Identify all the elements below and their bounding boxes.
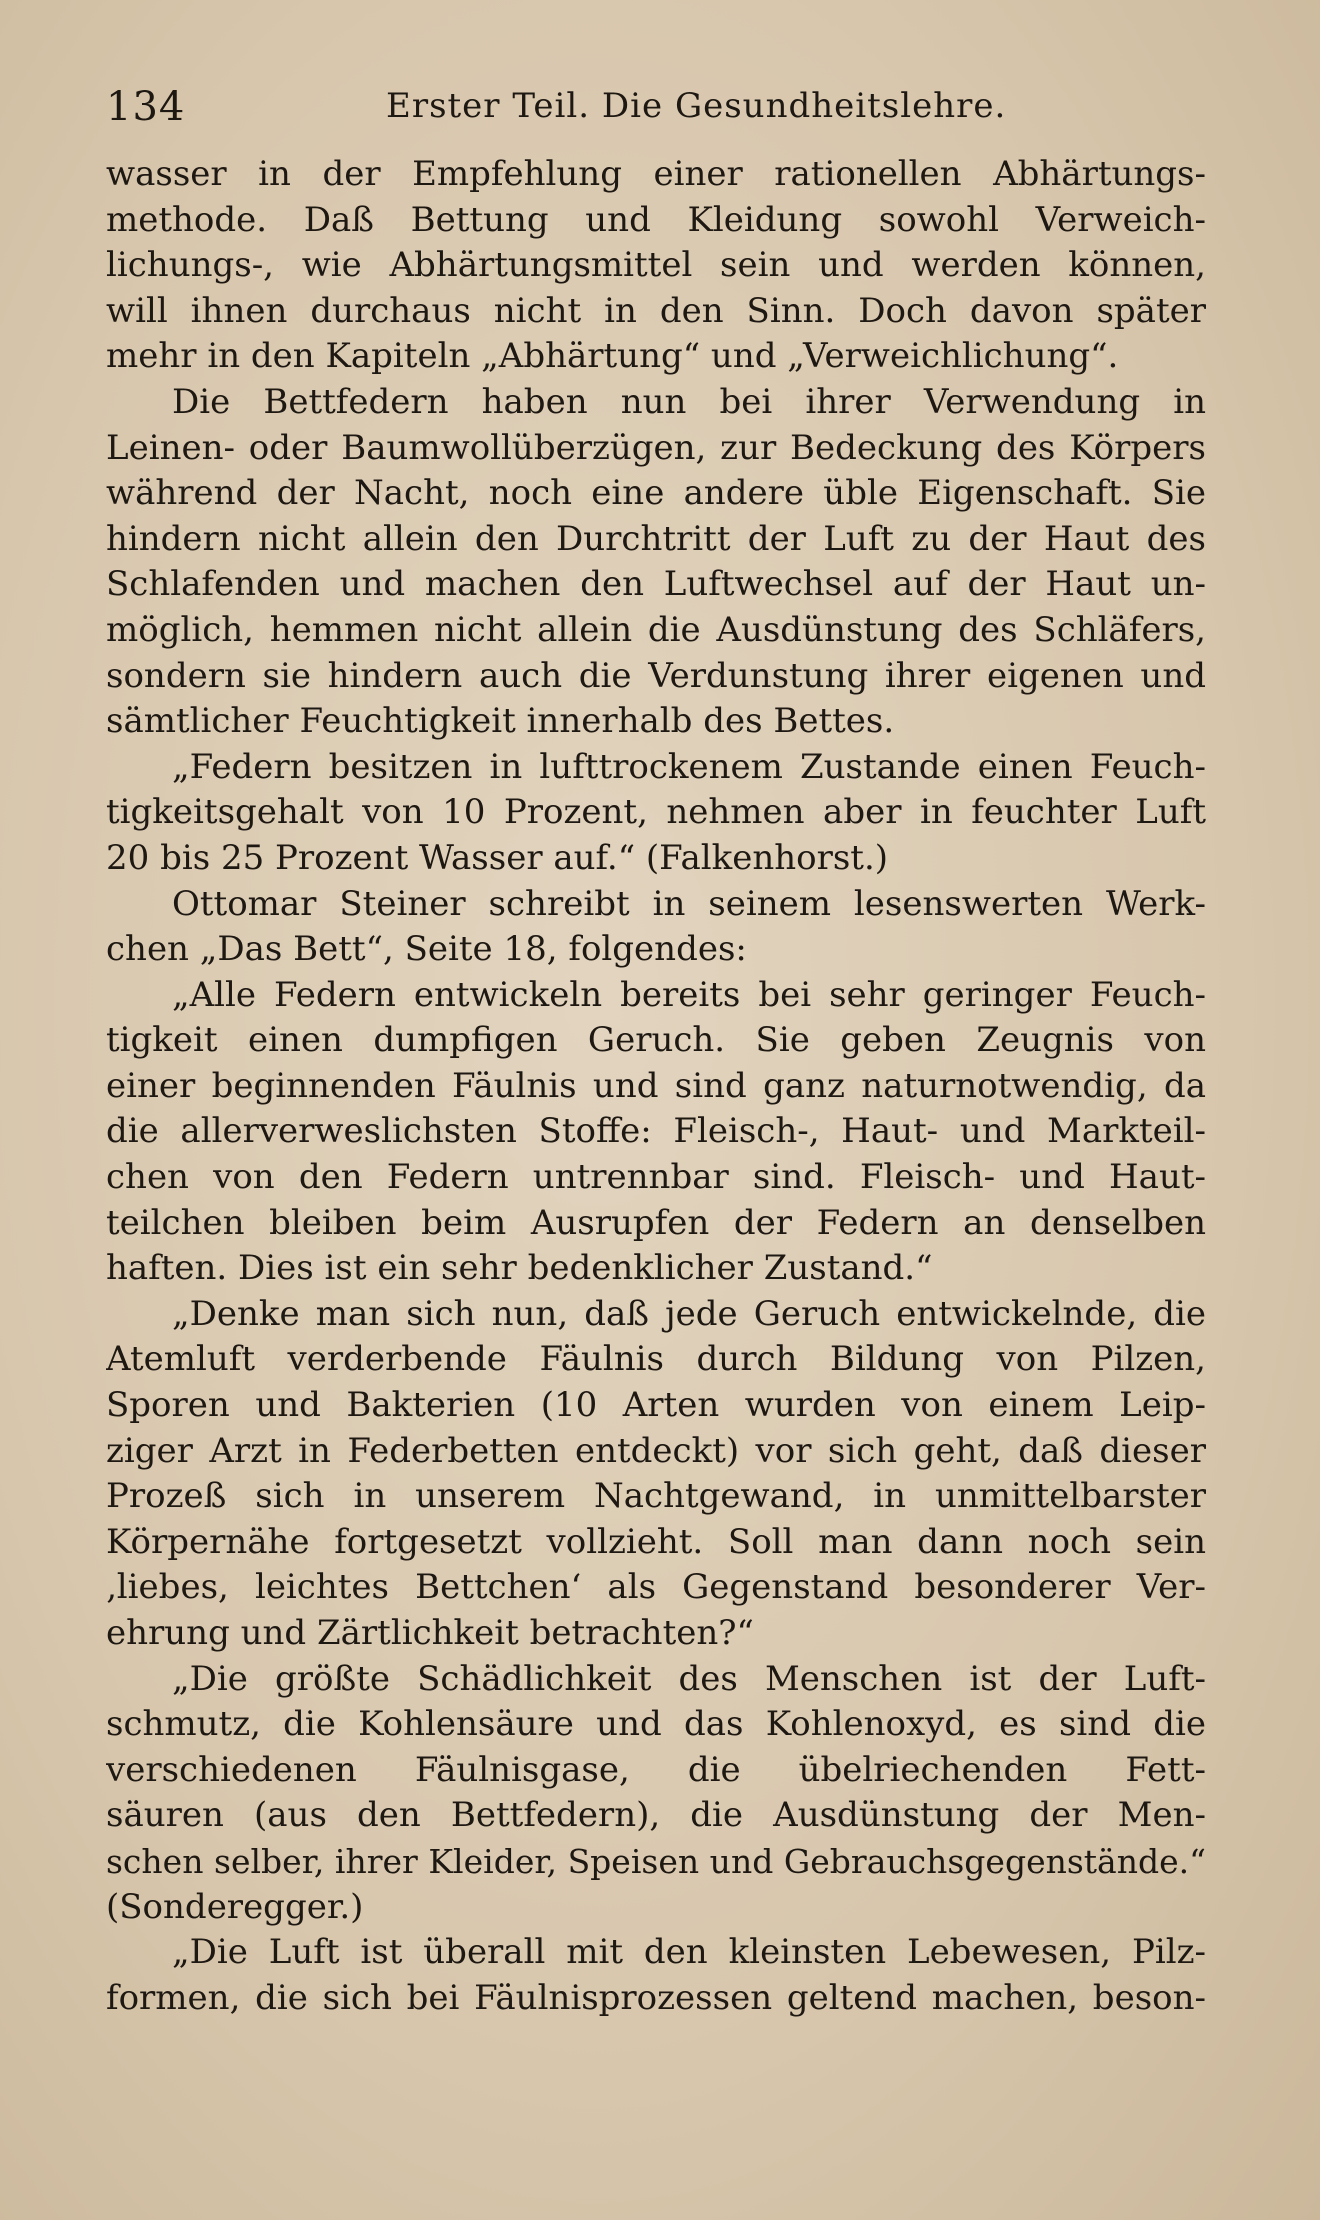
text-line: mehr in den Kapiteln „Abhärtung“ und „Verweichlichung“. <box>106 336 1119 377</box>
text-line: Ottomar Steiner schreibt in seinem lesenswerten Werk- <box>172 883 1206 924</box>
text-line: Die Bettfedern haben nun bei ihrer Verwendung in <box>172 381 1206 422</box>
text-line: ‚liebes, leichtes Bettchen‘ als Gegenstand besonderer Ver- <box>106 1567 1206 1608</box>
text-line: chen „Das Bett“, Seite 18, folgendes: <box>106 929 747 970</box>
text-line: (Sonderegger.) <box>106 1886 364 1927</box>
text-line: säuren (aus den Bettfedern), die Ausdünstung der Men- <box>106 1795 1206 1836</box>
text-line: „Die größte Schädlichkeit des Menschen ist der Luft- <box>172 1658 1206 1699</box>
text-line: Atemluft verderbende Fäulnis durch Bildung von Pilzen, <box>106 1339 1206 1380</box>
text-line: wasser in der Empfehlung einer rationellen Abhärtungs- <box>106 154 1206 194</box>
text-line: sämtlicher Feuchtigkeit innerhalb des Bettes. <box>106 701 895 742</box>
text-line: formen, die sich bei Fäulnisprozessen geltend machen, beson- <box>106 1977 1206 2018</box>
text-line: Leinen- oder Baumwollüberzügen, zur Bedeckung des Körpers <box>106 427 1206 468</box>
text-line: tigkeit einen dumpfigen Geruch. Sie geben Zeugnis von <box>106 1020 1206 1061</box>
body-text <box>106 152 1206 2021</box>
text-line: Sporen und Bakterien (10 Arten wurden von einem Leip- <box>106 1385 1206 1426</box>
text-line: die allerverweslichsten Stoffe: Fleisch-, Haut- und Markteil- <box>106 1111 1206 1152</box>
text-line: Schlafenden und machen den Luftwechsel auf der Haut un- <box>106 564 1206 605</box>
text-line: haften. Dies ist ein sehr bedenklicher Zustand.“ <box>106 1248 933 1289</box>
text-line: einer beginnenden Fäulnis und sind ganz naturnotwendig, da <box>106 1065 1206 1106</box>
text-line: tigkeitsgehalt von 10 Prozent, nehmen aber in feuchter Luft <box>106 792 1206 833</box>
text-line: 20 bis 25 Prozent Wasser auf.“ (Falkenhorst.) <box>106 837 889 878</box>
text-line: schen selber, ihrer Kleider, Speisen und Gebrauchsgegenstände.“ <box>106 1841 1206 1881</box>
text-line: „Federn besitzen in lufttrockenem Zustande einen Feuch- <box>172 746 1206 787</box>
text-line: Prozeß sich in unserem Nachtgewand, in unmittelbarster <box>106 1476 1206 1517</box>
text-line: will ihnen durchaus nicht in den Sinn. Doch davon später <box>106 290 1206 331</box>
text-line: methode. Daß Bettung und Kleidung sowohl Verweich- <box>106 199 1206 240</box>
text-line: teilchen bleiben beim Ausrupfen der Federn an denselben <box>106 1202 1206 1243</box>
running-head: Erster Teil. Die Gesundheitslehre. <box>386 86 1007 126</box>
text-line: lichungs-, wie Abhärtungsmittel sein und werden können, <box>106 245 1206 286</box>
text-line: Körpernähe fortgesetzt vollzieht. Soll man dann noch sein <box>106 1521 1206 1562</box>
text-line: während der Nacht, noch eine andere üble Eigenschaft. Sie <box>106 473 1206 514</box>
text-line: „Denke man sich nun, daß jede Geruch entwickelnde, die <box>172 1293 1206 1334</box>
text-line: verschiedenen Fäulnisgase, die übelriechenden Fett- <box>106 1749 1206 1790</box>
text-line: sondern sie hindern auch die Verdunstung ihrer eigenen und <box>106 655 1206 696</box>
text-line: hindern nicht allein den Durchtritt der Luft zu der Haut des <box>106 518 1206 559</box>
text-line: „Die Luft ist überall mit den kleinsten Lebewesen, Pilz- <box>172 1932 1206 1973</box>
text-line: chen von den Federn untrennbar sind. Fleisch- und Haut- <box>106 1157 1206 1198</box>
page-number: 134 <box>106 84 186 130</box>
text-line: ehrung und Zärtlichkeit betrachten?“ <box>106 1613 754 1653</box>
page-header <box>106 78 1206 138</box>
text-line: schmutz, die Kohlensäure und das Kohlenoxyd, es sind die <box>106 1704 1206 1745</box>
text-line: „Alle Federn entwickeln bereits bei sehr geringer Feuch- <box>172 974 1206 1015</box>
text-line: möglich, hemmen nicht allein die Ausdünstung des Schläfers, <box>106 609 1206 650</box>
text-line: ziger Arzt in Federbetten entdeckt) vor sich geht, daß dieser <box>106 1430 1206 1471</box>
